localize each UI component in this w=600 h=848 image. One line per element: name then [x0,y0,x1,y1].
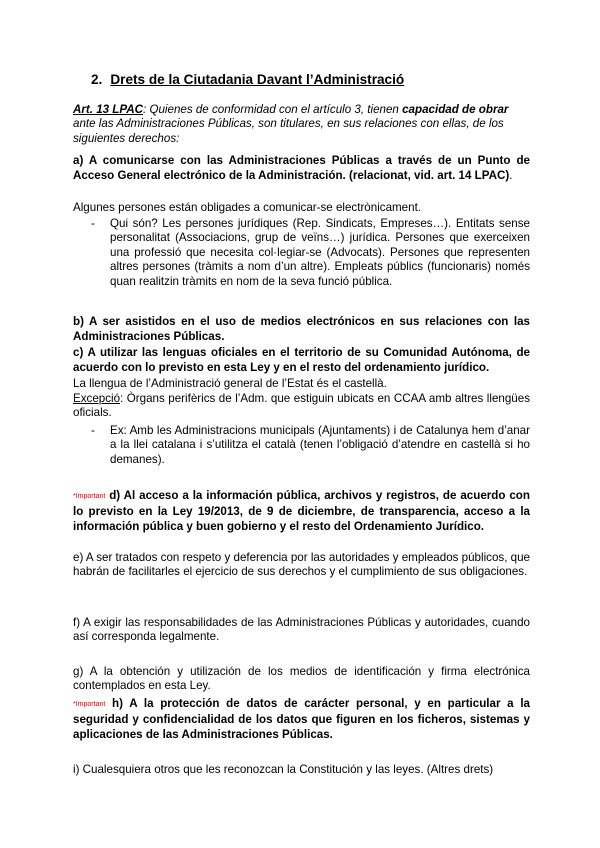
right-a-list [87,217,530,289]
right-e-text: e) A ser tratados con respeto y deferencia por las autoridades y empleados públicos, que habrán de facilitarles el ejercicio de sus derechos y el cumplimiento de sus obligaciones. [73,551,530,579]
list-item: - Qui són? Les persones jurídiques (Rep. Sindicats, Empreses…). Entitats sense personalitat (Associacions, grup de veïns…) jurídica. Persones que exerceixen una professió que necesita col·legiar-se (Advocats). Persones que representen altres persones (tràmits a nom d’un altre). Empleats públics (funcionaris) només quan realitzin tràmits en nom de la seva funció pública. [91,217,530,288]
important-tag: *Important [73,701,106,708]
right-d-title: *Important d) Al acceso a la información pública, archivos y registros, de acuerdo con lo previsto en la Ley 19/2013, de 9 de diciembre, de transparencia, acceso a la información pública y buen gobierno y el resto del Ordenamiento Jurídico. [73,489,530,533]
right-f-text: f) A exigir las responsabilidades de las Administraciones Públicas y autoridades, cuando así corresponda legalmente. [73,616,530,644]
right-i-text: i) Cualesquiera otros que les reconozcan la Constitución y las leyes. (Altres drets) [73,763,494,776]
right-a-note: Algunes persones están obligades a comunicar-se electrònicament. [73,201,422,214]
right-c-title: c) A utilizar las lenguas oficiales en el territorio de su Comunidad Autónoma, de acuerdo con lo previsto en esta Ley y en el resto del ordenamiento jurídico. [73,346,530,374]
right-c-list [87,424,530,467]
article-reference: Art. 13 LPAC [73,103,144,116]
important-tag: *Important [73,493,106,500]
right-h-title: *Important h) A la protección de datos de carácter personal, y en particular a la seguridad y confidencialidad de los datos que figuren en los ficheros, sistemas y aplicaciones de las Administraciones Públicas. [73,697,530,741]
right-c-exception: Excepció: Òrgans perifèrics de l’Adm. que estiguin ubicats en CCAA amb altres llengües oficials. [73,392,530,420]
list-item: - Ex: Amb les Administracions municipals (Ajuntaments) i de Catalunya hem d’anar a la llei catalana i s’utilitza el català (tenen l’obligació d’atendre en castellà si ho demanes). [91,424,530,466]
right-g-text: g) A la obtención y utilización de los medios de identificación y firma electrónica contemplados en esta Ley. [73,665,530,693]
right-a-title: a) A comunicarse con las Administraciones Públicas a través de un Punto de Acceso General electrónico de la Administración. (relacionat, vid. art. 14 LPAC). [73,154,530,182]
capacity-phrase: capacidad de obrar [402,103,509,116]
right-b-title: b) A ser asistidos en el uso de medios electrónicos en sus relaciones con las Administraciones Públicas. [73,315,530,343]
right-c-note: La llengua de l’Administració general de l’Estat és el castellà. [73,377,387,390]
section-number: 2. [91,72,103,87]
section-heading [91,72,404,87]
exception-label: Excepció [73,392,121,405]
intro-paragraph: Art. 13 LPAC: Quienes de conformidad con el artículo 3, tienen capacidad de obrar ante las Administraciones Públicas, son titulares, en sus relaciones con ellas, de los siguientes derechos: [73,103,509,145]
section-title: Drets de la Ciutadania Davant l’Administració [110,72,405,87]
